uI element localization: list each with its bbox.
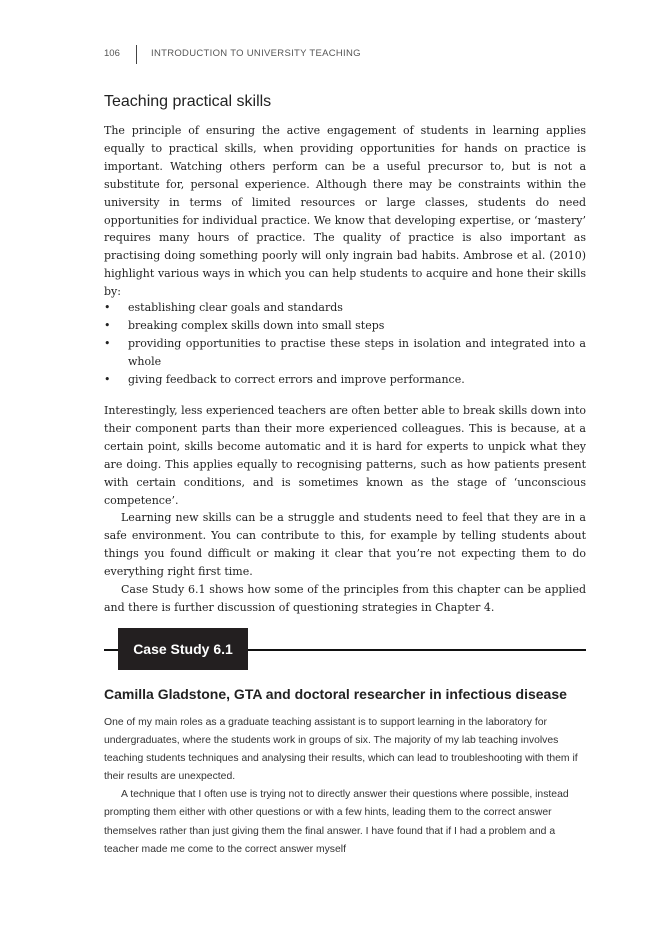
case-study-body bbox=[104, 714, 586, 859]
book-title: INTRODUCTION TO UNIVERSITY TEACHING bbox=[151, 48, 361, 59]
intro-paragraph: The principle of ensuring the active engagement of students in learning applies equally to practical skills, when providing opportunities for hands on practice is important. Watching others perform can be a useful precursor to, but is not a substitute for, personal experience. Although there may be constraints within the university in terms of limited resources or large classes, students do need opportunities for individual practice. We know that developing expertise, or ‘mastery’ requires many hours of practice. The quality of practice is also important as practising doing something poorly will only ingrain bad habits. Ambrose et al. (2010) highlight various ways in which you can help students to acquire and hone their skills by: bbox=[104, 124, 586, 299]
intro-block bbox=[104, 122, 586, 301]
case-study-paragraph: One of my main roles as a graduate teaching assistant is to support learning in the laboratory for undergraduates, where the students work in groups of six. The majority of my lab teaching involves teaching students techniques and analysing their results, which can lead to troubleshooting with them if their results are unexpected. bbox=[104, 717, 578, 783]
running-head bbox=[104, 45, 586, 65]
case-study-heading: Camilla Gladstone, GTA and doctoral researcher in infectious disease bbox=[104, 686, 567, 702]
case-study-label-box bbox=[118, 628, 248, 670]
bullet-item: • breaking complex skills down into small steps bbox=[104, 317, 586, 335]
bullet-item: • providing opportunities to practise these steps in isolation and integrated into a whole bbox=[104, 335, 586, 371]
body-text-block bbox=[104, 402, 586, 617]
case-study-paragraph: A technique that I often use is trying not to directly answer their questions where possible, instead prompting them either with other questions or with a few hints, leading them to the correct answer themselves rather than just giving them the final answer. I have found that if I had a problem and a teacher made me come to the correct answer myself bbox=[104, 789, 569, 855]
body-paragraph: Learning new skills can be a struggle and students need to feel that they are in a safe environment. You can contribute to this, for example by telling students about things you found difficult or making it clear that you’re not expecting them to do everything right first time. bbox=[104, 511, 586, 579]
bullet-item: • establishing clear goals and standards bbox=[104, 299, 586, 317]
header-divider bbox=[136, 45, 137, 64]
page-number: 106 bbox=[104, 48, 120, 59]
case-study-label: Case Study 6.1 bbox=[127, 641, 239, 657]
body-paragraph: Interestingly, less experienced teachers are often better able to break skills down into their component parts than their more experienced colleagues. This is because, at a certain point, skills become automatic and it is hard for experts to unpick what they are doing. This applies equally to recognising patterns, such as how patients present with certain conditions, and is sometimes known as the stage of ‘unconscious competence’. bbox=[104, 404, 586, 507]
section-heading: Teaching practical skills bbox=[104, 93, 272, 110]
body-paragraph: Case Study 6.1 shows how some of the principles from this chapter can be applied and there is further discussion of questioning strategies in Chapter 4. bbox=[104, 583, 586, 614]
bullet-item: • giving feedback to correct errors and improve performance. bbox=[104, 371, 586, 389]
bullet-list bbox=[104, 299, 586, 389]
